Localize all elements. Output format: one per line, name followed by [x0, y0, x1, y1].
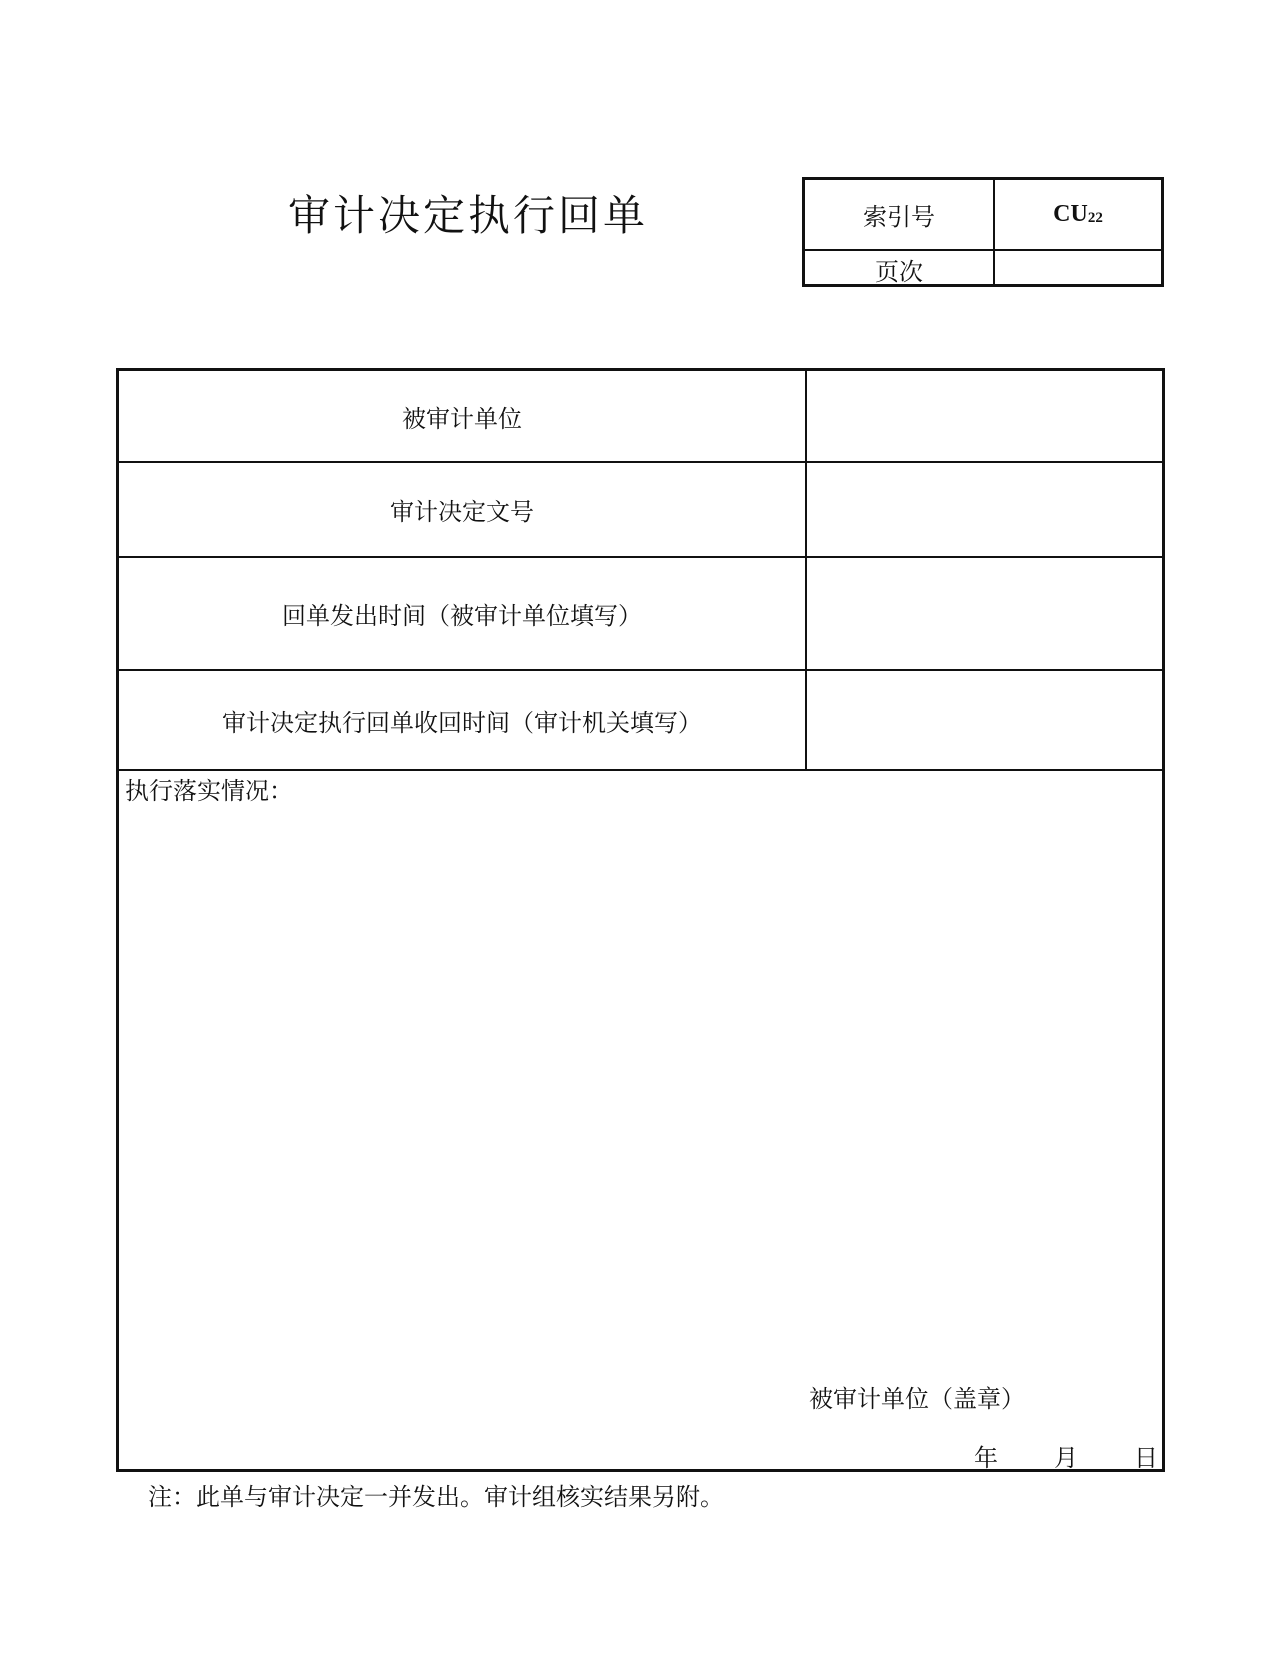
receipt-return-time-value[interactable] — [807, 671, 1162, 769]
table-row-divider — [119, 769, 1162, 771]
footnote: 注：此单与审计决定一并发出。审计组核实结果另附。 — [148, 1483, 724, 1511]
receipt-send-time-label: 回单发出时间（被审计单位填写） — [282, 602, 642, 630]
date-year-label: 年 — [974, 1444, 998, 1472]
page-number-label: 页次 — [875, 257, 923, 286]
audited-unit-label: 被审计单位 — [402, 404, 522, 433]
implementation-status-label: 执行落实情况： — [125, 777, 293, 805]
index-number-subscript: 22 — [1087, 210, 1103, 226]
page-title: 审计决定执行回单 — [288, 191, 649, 240]
implementation-status-field[interactable] — [125, 811, 1156, 1231]
seal-label: 被审计单位（盖章） — [809, 1385, 1025, 1413]
date-line — [974, 1441, 1158, 1475]
audited-unit-value[interactable] — [807, 371, 1162, 461]
date-month-label: 月 — [1054, 1444, 1078, 1472]
index-number-label: 索引号 — [863, 203, 935, 231]
page-number-value[interactable] — [995, 251, 1161, 287]
index-number-value — [995, 180, 1161, 249]
receipt-send-time-value[interactable] — [807, 558, 1162, 669]
index-number-prefix: CU — [1053, 201, 1088, 227]
receipt-form-table — [116, 368, 1165, 1472]
receipt-return-time-label: 审计决定执行回单收回时间（审计机关填写） — [222, 708, 702, 737]
index-box — [802, 177, 1164, 287]
decision-doc-number-label: 审计决定文号 — [390, 498, 534, 526]
decision-doc-number-value[interactable] — [807, 463, 1162, 556]
date-day-label: 日 — [1134, 1444, 1158, 1472]
